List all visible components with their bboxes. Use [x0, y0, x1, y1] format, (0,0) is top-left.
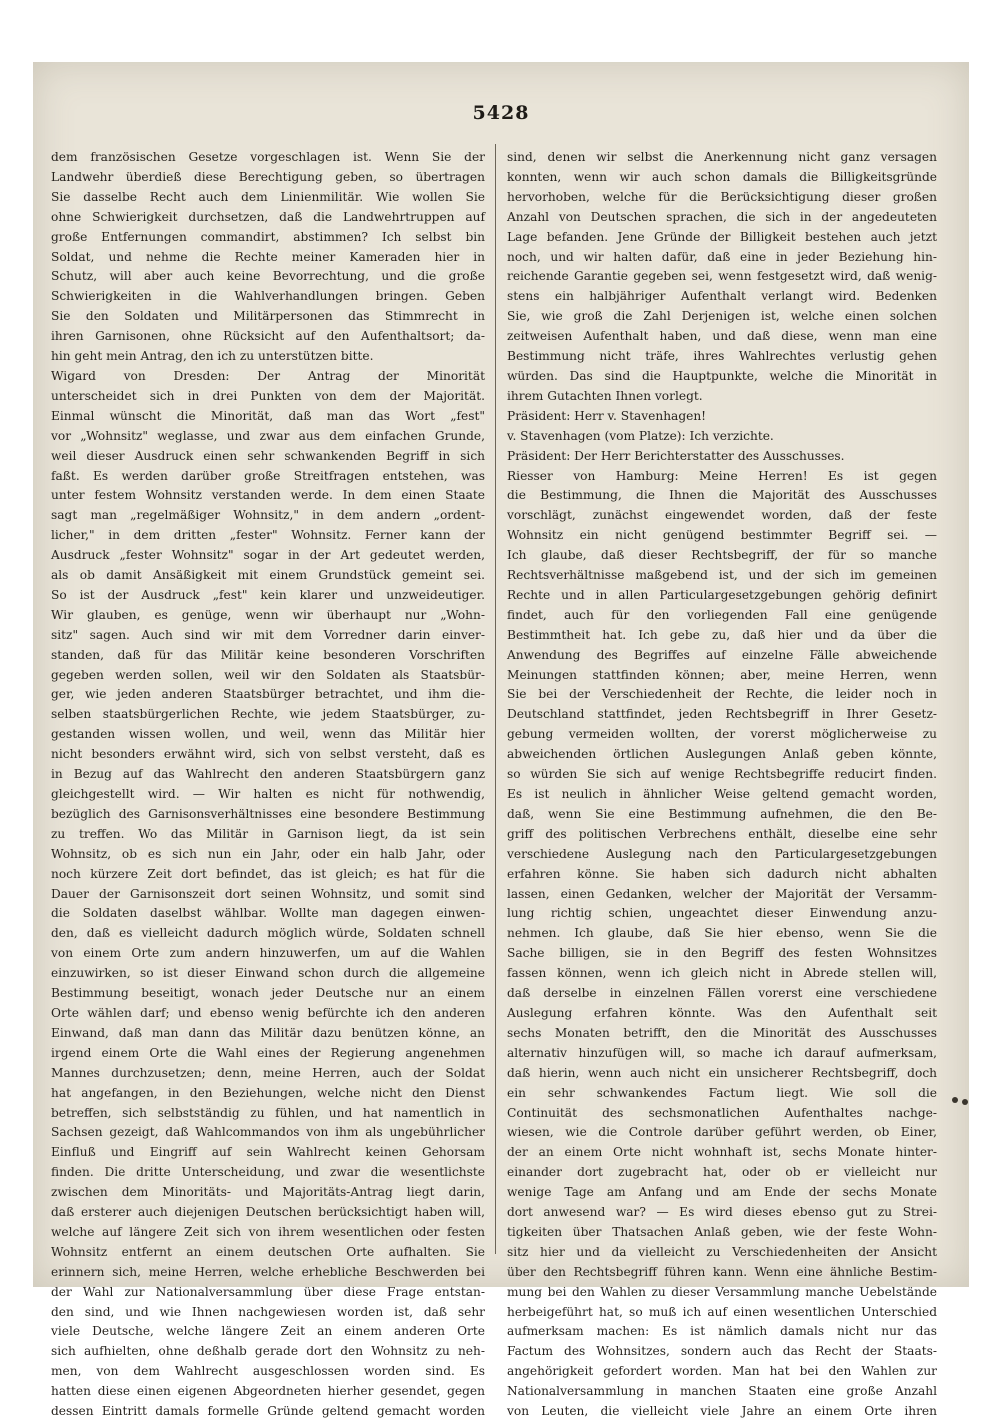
text-line: lung richtig schien, ungeachtet dieser Einwendung anzu-: [507, 906, 937, 921]
text-line: selben staatsbürgerlichen Rechte, wie jedem Staatsbürger, zu-: [51, 707, 485, 722]
text-line: angehörigkeit gefordert worden. Man hat bei den Wahlen zur: [507, 1364, 937, 1379]
text-line: fassen können, wenn ich gleich nicht in Abrede stellen will,: [507, 966, 937, 981]
text-line: abweichenden örtlichen Auslegungen Anlaß geben könnte,: [507, 747, 937, 762]
newspaper-page: [33, 62, 969, 1419]
text-line: einander dort zugebracht hat, oder ob er vielleicht nur: [507, 1165, 937, 1180]
text-line: gegeben werden sollen, weil wir den Soldaten als Staatsbür-: [51, 667, 485, 682]
text-line: Landwehr überdieß diese Berechtigung geben, so übertragen: [51, 169, 485, 184]
ink-spot: [962, 1099, 968, 1105]
text-line: bezüglich des Garnisonsverhältnisses eine besondere Bestimmung: [51, 806, 485, 821]
text-line: gleichgestellt wird. — Wir halten es nicht für nothwendig,: [51, 787, 485, 801]
text-line: Wohnsitz, ob es sich nun ein Jahr, oder ein halb Jahr, oder: [51, 846, 485, 861]
ink-spot: [952, 1097, 958, 1103]
text-line: Sache billigen, sie in den Begriff des festen Wohnsitzes: [507, 946, 937, 961]
text-line: der an einem Orte nicht wohnhaft ist, sechs Monate hinter-: [507, 1145, 937, 1160]
text-line: Wohnsitz ein nicht genügend bestimmter Begriff sei. —: [507, 528, 937, 543]
text-line: vorschlägt, zunächst eingewendet worden, daß der feste: [507, 508, 937, 523]
text-line: betreffen, sich selbstständig zu fühlen, und hat namentlich in: [51, 1105, 485, 1120]
text-line: Rechtsverhältnisse maßgebend ist, und der sich im gemeinen: [507, 568, 937, 583]
text-line: erfahren könne. Sie haben sich dadurch nicht abhalten: [507, 866, 937, 881]
text-line: v. Stavenhagen (vom Platze): Ich verzichte.: [507, 428, 774, 443]
text-line: faßt. Es werden darüber große Streitfragen entstehen, was: [51, 468, 485, 483]
text-line: die Bestimmung, die Ihnen die Majorität des Ausschusses: [507, 488, 937, 503]
text-line: konnten, wenn wir auch schon damals die Billigkeitsgründe: [507, 169, 937, 184]
page-number: 5428: [472, 102, 530, 124]
text-line: stens ein halbjähriger Aufenthalt verlangt wird. Bedenken: [507, 289, 937, 304]
text-line: große Entfernungen commandirt, abstimmen? Ich selbst bin: [51, 229, 485, 244]
text-line: reichende Garantie gegeben sei, wenn festgesetzt wird, daß wenig-: [507, 269, 937, 284]
text-line: Sachsen gezeigt, daß Wahlcommandos von ihm als ungebührlicher: [51, 1125, 485, 1140]
text-line: nicht besonders erwähnt wird, sich von selbst versteht, daß es: [51, 747, 485, 762]
text-line: noch kürzere Zeit dort befindet, das ist gleich; es hat für die: [51, 866, 485, 881]
text-line: Schwierigkeiten in die Wahlverhandlungen bringen. Geben: [51, 289, 485, 304]
text-line: ein sehr schwankendes Factum liegt. Wie soll die: [507, 1085, 937, 1100]
text-line: Lage befanden. Jene Gründe der Billigkeit bestehen auch jetzt: [507, 229, 937, 244]
text-line: Wir glauben, es genüge, wenn wir überhaupt nur „Wohn-: [51, 607, 485, 622]
text-line: So ist der Ausdruck „fest" kein klarer und unzweideutiger.: [51, 587, 485, 602]
text-line: men, von dem Wahlrecht ausgeschlossen worden sind. Es: [51, 1364, 485, 1379]
text-line: Bestimmung beseitigt, wonach jeder Deutsche nur an einem: [51, 986, 485, 1001]
left-column: [51, 148, 485, 1422]
text-line: hin geht mein Antrag, den ich zu unterstützen bitte.: [51, 349, 374, 364]
text-line: herbeigeführt hat, so muß ich auf einen wesentlichen Unterschied: [507, 1304, 937, 1319]
text-line: zeitweisen Aufenthalt haben, und daß diese, wenn man eine: [507, 329, 937, 344]
text-line: sagt man „regelmäßiger Wohnsitz," in dem andern „ordent-: [51, 508, 485, 523]
text-line: alternativ hinzufügen will, so mache ich darauf aufmerksam,: [507, 1045, 937, 1060]
text-line: Bestimmtheit hat. Ich gebe zu, daß hier und da über die: [507, 627, 937, 642]
text-line: Sie den Soldaten und Militärpersonen das Stimmrecht in: [51, 309, 485, 324]
text-line: so würden Sie sich auf wenige Rechtsbegriffe reducirt finden.: [507, 767, 937, 782]
text-line: griff des politischen Verbrechens enthält, dieselbe eine sehr: [507, 826, 937, 841]
text-line: zu treffen. Wo das Militär in Garnison liegt, da ist sein: [51, 826, 485, 841]
text-line: sind, denen wir selbst die Anerkennung nicht ganz versagen: [507, 150, 937, 164]
text-line: erinnern sich, meine Herren, welche erhebliche Beschwerden bei: [51, 1264, 485, 1279]
text-line: hervorhoben, welche für die Berücksichtigung dieser großen: [507, 189, 937, 204]
text-line: Factum des Wohnsitzes, sondern auch das Recht der Staats-: [507, 1344, 937, 1359]
text-line: verschiedene Auslegung nach den Particulargesetzgebungen: [507, 846, 937, 861]
text-line: Orte wählen darf; und ebenso wenig befürchte ich den anderen: [51, 1005, 485, 1020]
text-line: Nationalversammlung in manchen Staaten eine große Anzahl: [507, 1384, 937, 1399]
text-line: standen, daß für das Militär keine besonderen Vorschriften: [51, 647, 485, 662]
text-line: ger, wie jeden anderen Staatsbürger betrachtet, und ihm die-: [51, 687, 485, 702]
right-column: [507, 148, 937, 1422]
text-line: Ausdruck „fester Wohnsitz" sogar in der Art gedeutet werden,: [51, 548, 485, 563]
text-line: lassen, einen Gedanken, welcher der Majorität der Versamm-: [507, 886, 937, 901]
text-line: Dauer der Garnisonszeit dort seinen Wohnsitz, und somit sind: [51, 886, 485, 901]
text-line: sitz hier und da vielleicht zu Verschiedenheiten der Ansicht: [507, 1244, 937, 1259]
text-line: Mannes durchzusetzen; denn, meine Herren, auch der Soldat: [51, 1065, 485, 1080]
text-line: der Wahl zur Nationalversammlung über diese Frage entstan-: [51, 1284, 485, 1299]
column-divider: [495, 144, 496, 1254]
text-line: daß hierin, wenn auch nicht ein unsicherer Rechtsbegriff, doch: [507, 1065, 937, 1080]
text-line: daß ersterer auch diejenigen Deutschen berücksichtigt haben will,: [51, 1205, 485, 1220]
text-line: von einem Orte zum andern hinzuwerfen, um auf die Wahlen: [51, 946, 485, 961]
text-line: Bestimmung nicht träfe, ihres Wahlrechtes verlustig gehen: [507, 349, 937, 364]
text-line: über den Rechtsbegriff führen kann. Wenn eine ähnliche Bestim-: [507, 1264, 937, 1279]
text-line: Sie dasselbe Recht auch dem Linienmilitär. Wie wollen Sie: [51, 189, 485, 204]
text-line: zwischen dem Minoritäts- und Majoritäts-Antrag liegt darin,: [51, 1185, 485, 1200]
text-line: noch, und wir halten dafür, daß eine in jeder Beziehung hin-: [507, 249, 937, 264]
text-line: unter festem Wohnsitz verstanden werde. In dem einen Staate: [51, 488, 485, 503]
text-line: Einwand, daß man dann das Militär dazu benützen könne, an: [51, 1025, 485, 1040]
text-line: Anzahl von Deutschen sprachen, die sich in der angedeuteten: [507, 209, 937, 224]
text-line: Ich glaube, daß dieser Rechtsbegriff, der für so manche: [507, 548, 937, 563]
text-line: viele Deutsche, welche längere Zeit an einem anderen Orte: [51, 1324, 485, 1339]
text-line: hat angefangen, in den Beziehungen, welche nicht den Dienst: [51, 1085, 485, 1100]
text-line: Auslegung erfahren könnte. Was den Aufenthalt seit: [507, 1005, 937, 1020]
text-line: ihren Garnisonen, ohne Rücksicht auf den Aufenthaltsort; da-: [51, 329, 485, 344]
text-line: den, daß es vielleicht dadurch möglich würde, Soldaten schnell: [51, 926, 485, 941]
text-line: finden. Die dritte Unterscheidung, und zwar die wesentlichste: [51, 1165, 485, 1180]
text-line: findet, auch für den vorliegenden Fall eine genügende: [507, 607, 937, 622]
text-line: Schutz, will aber auch keine Bevorrechtung, und die große: [51, 269, 485, 284]
text-line: Sie bei der Verschiedenheit der Rechte, die leider noch in: [507, 687, 937, 702]
text-line: die Soldaten daselbst wählbar. Wollte man dagegen einwen-: [51, 906, 485, 921]
text-line: Präsident: Der Herr Berichterstatter des Ausschusses.: [507, 448, 845, 463]
text-line: gestanden wissen wollen, und weil, wenn das Militär hier: [51, 727, 485, 742]
text-line: Präsident: Herr v. Stavenhagen!: [507, 408, 707, 423]
text-line: hatten diese einen eigenen Abgeordneten hierher gesendet, gegen: [51, 1384, 485, 1399]
text-line: gebung vermeiden wollten, der vorerst möglicherweise zu: [507, 727, 937, 742]
text-line: daß, wenn Sie eine Bestimmung aufnehmen, die den Be-: [507, 806, 937, 821]
text-line: Continuität des sechsmonatlichen Aufenthaltes nachge-: [507, 1105, 937, 1120]
text-line: unterscheidet sich in drei Punkten von dem der Majorität.: [51, 388, 485, 403]
text-line: Wigard von Dresden: Der Antrag der Minorität: [51, 368, 485, 383]
text-line: als ob damit Ansäßigkeit mit einem Grundstück gemeint sei.: [51, 568, 485, 583]
text-line: sitz" sagen. Auch sind wir mit dem Vorredner darin einver-: [51, 627, 485, 642]
text-line: Rechte und in allen Particulargesetzgebungen gehörig definirt: [507, 587, 937, 602]
text-line: irgend einem Orte die Wahl eines der Regierung angenehmen: [51, 1045, 485, 1060]
text-line: dem französischen Gesetze vorgeschlagen ist. Wenn Sie der: [51, 150, 485, 164]
text-line: wenige Tage am Anfang und am Ende der sechs Monate: [507, 1185, 937, 1200]
text-line: tigkeiten über Thatsachen Anlaß geben, wie der feste Wohn-: [507, 1224, 937, 1239]
text-line: Sie, wie groß die Zahl Derjenigen ist, welche einen solchen: [507, 309, 937, 324]
text-line: mung bei den Wahlen zu dieser Versammlung manche Uebelstände: [507, 1284, 937, 1299]
text-line: wiesen, wie die Controle darüber geführt werden, ob Einer,: [507, 1125, 937, 1140]
text-line: sich aufhielten, ohne deßhalb gerade dort den Wohnsitz zu neh-: [51, 1344, 485, 1359]
text-line: ohne Schwierigkeit durchsetzen, daß die Landwehrtruppen auf: [51, 209, 485, 224]
text-line: in Bezug auf das Wahlrecht den anderen Staatsbürgern ganz: [51, 767, 485, 782]
text-line: ihrem Gutachten Ihnen vorlegt.: [507, 388, 703, 403]
text-line: Anwendung des Begriffes auf einzelne Fälle abweichende: [507, 647, 937, 662]
text-line: licher," in dem dritten „fester" Wohnsitz. Ferner kann der: [51, 528, 485, 543]
text-line: nehmen. Ich glaube, daß Sie hier ebenso, wenn Sie die: [507, 926, 937, 941]
text-line: aufmerksam machen: Es ist nämlich damals nicht nur das: [507, 1324, 937, 1339]
text-line: daß derselbe in einzelnen Fällen vorerst eine verschiedene: [507, 986, 937, 1001]
text-line: Soldat, und nehme die Rechte meiner Kameraden hier in: [51, 249, 485, 264]
text-line: den sind, und wie Ihnen nachgewiesen worden ist, daß sehr: [51, 1304, 485, 1319]
text-line: Einfluß und Eingriff auf sein Wahlrecht keinen Gehorsam: [51, 1145, 485, 1160]
text-line: Es ist neulich in ähnlicher Weise geltend gemacht worden,: [507, 787, 937, 801]
text-line: Deutschland stattfindet, jeden Rechtsbegriff in Ihrer Gesetz-: [507, 707, 937, 722]
text-line: Riesser von Hamburg: Meine Herren! Es ist gegen: [507, 468, 937, 483]
text-line: vor „Wohnsitz" weglasse, und zwar aus dem einfachen Grunde,: [51, 428, 485, 443]
text-line: würden. Das sind die Hauptpunkte, welche die Minorität in: [507, 368, 937, 383]
text-line: Einmal wünscht die Minorität, daß man das Wort „fest": [51, 408, 485, 423]
text-line: weil dieser Ausdruck einen sehr schwankenden Begriff in sich: [51, 448, 485, 463]
text-line: welche auf längere Zeit sich von ihrem wesentlichen oder festen: [51, 1224, 485, 1239]
text-line: Wohnsitz entfernt an einem deutschen Orte aufhalten. Sie: [51, 1244, 485, 1259]
text-line: Meinungen stattfinden können; aber, meine Herren, wenn: [507, 667, 937, 682]
text-line: sechs Monaten betrifft, den die Minorität des Ausschusses: [507, 1025, 937, 1040]
text-line: dessen Eintritt damals formelle Gründe geltend gemacht worden: [51, 1404, 485, 1419]
text-line: dort anwesend war? — Es wird dieses ebenso gut zu Strei-: [507, 1205, 937, 1220]
text-line: von Leuten, die vielleicht viele Jahre an einem Orte ihren: [507, 1404, 937, 1419]
text-line: einzuwirken, so ist dieser Einwand schon durch die allgemeine: [51, 966, 485, 981]
